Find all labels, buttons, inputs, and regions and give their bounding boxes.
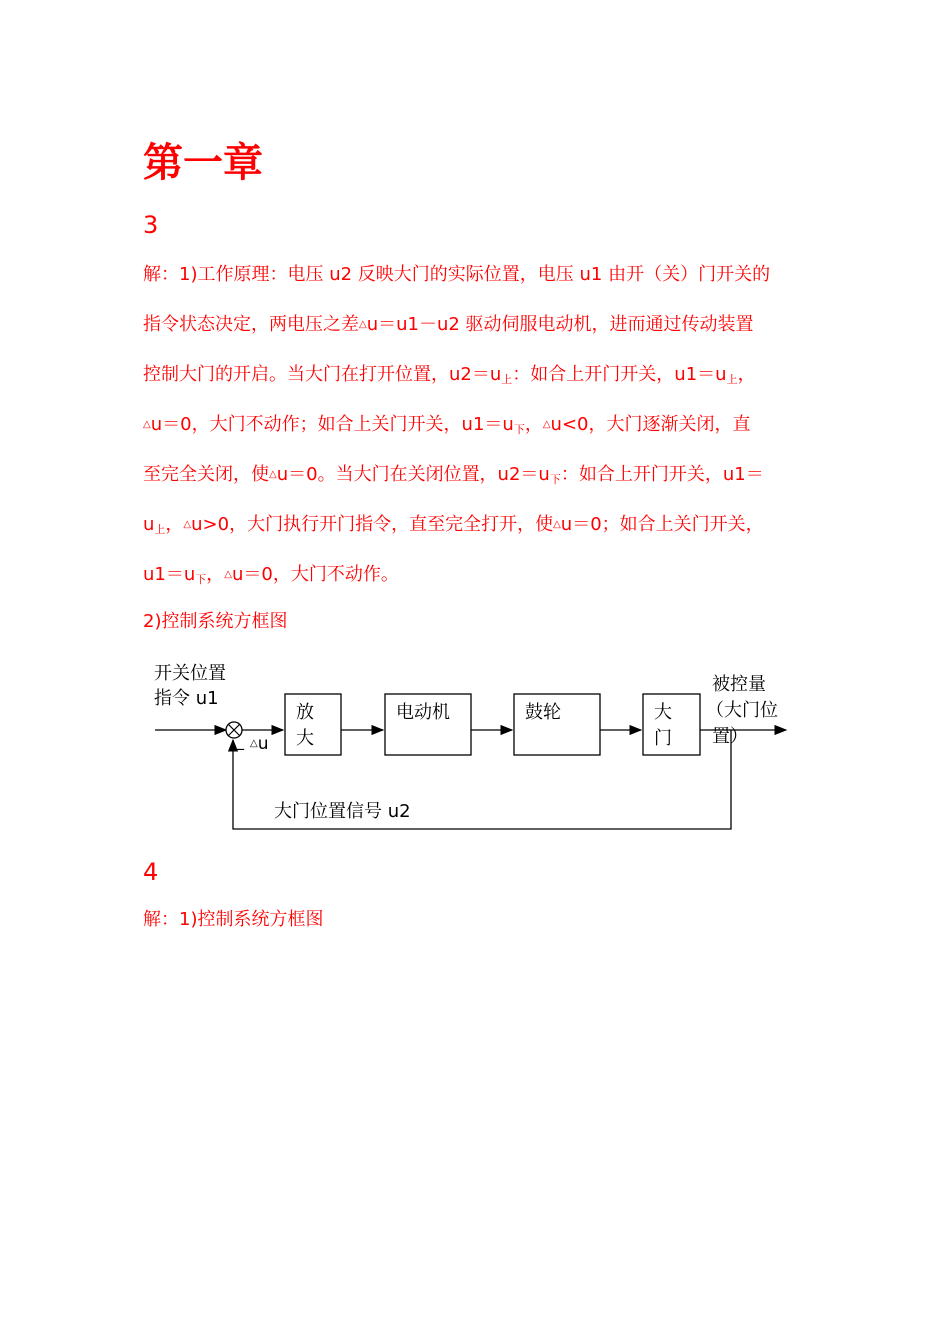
answer-text: u1＝u [143, 564, 196, 585]
answer-text: u＝0；如合上关门开关， [560, 514, 764, 535]
subscript: 上 [154, 523, 166, 536]
control-block-diagram [140, 655, 810, 840]
delta-symbol: △ [542, 419, 551, 430]
amplifier-label-1: 放 [296, 702, 314, 723]
delta-symbol: △ [143, 419, 151, 430]
motor-label: 电动机 [396, 702, 450, 723]
delta-symbol: △ [553, 519, 561, 530]
output-label-line-1: 被控量 [712, 674, 766, 695]
amplifier-label-2: 大 [296, 728, 314, 749]
input-label-line-1: 开关位置 [154, 663, 226, 684]
subscript: 下 [549, 473, 561, 486]
output-label-line-3: 置） [712, 726, 748, 747]
answer-text: u＝0。当大门在关闭位置，u2＝u [276, 464, 550, 485]
question-3-answer [143, 250, 813, 600]
error-label-text [250, 734, 268, 754]
answer-text: ， [737, 364, 756, 385]
delta-symbol: △ [250, 738, 258, 749]
output-label-line-2: （大门位 [706, 700, 778, 721]
answer-text: 指令状态决定，两电压之差 [143, 314, 359, 335]
answer-text: u>0，大门执行开门指令，直至完全打开，使 [191, 514, 554, 535]
answer-line-7 [143, 550, 813, 600]
drum-label: 鼓轮 [525, 702, 561, 723]
subscript: 上 [501, 373, 513, 386]
feedback-label: 大门位置信号 u2 [274, 801, 411, 822]
answer-line-5 [143, 450, 813, 500]
answer-text: u<0，大门逐渐关闭，直 [550, 414, 751, 435]
door-label-1: 大 [654, 702, 672, 723]
answer-text: 至完全关闭，使 [143, 464, 269, 485]
question-3-number: 3 [143, 211, 159, 239]
answer-line-1 [143, 250, 813, 300]
answer-text: ， [524, 414, 543, 435]
minus-sign: _ [236, 731, 244, 750]
delta-symbol: △ [224, 569, 232, 580]
block-diagram-heading: 2)控制系统方框图 [143, 611, 288, 632]
answer-line-4 [143, 400, 813, 450]
delta-symbol: △ [359, 319, 367, 330]
chapter-title: 第一章 [143, 140, 263, 186]
answer-text: ：如合上开门开关，u1＝u [512, 364, 727, 385]
error-label [250, 731, 268, 757]
door-label-2: 门 [654, 728, 672, 749]
answer-text: ， [165, 514, 184, 535]
answer-text: 控制大门的开启。当大门在打开位置，u2＝u [143, 364, 502, 385]
answer-text: u＝u1－u2 驱动伺服电动机，进而通过传动装置 [366, 314, 754, 335]
answer-text: u＝0，大门不动作。 [231, 564, 399, 585]
answer-line-6 [143, 500, 813, 550]
answer-text: u [143, 514, 155, 535]
question-4-number: 4 [143, 858, 159, 886]
answer-text: ， [206, 564, 225, 585]
answer-text: ：如合上开门开关，u1＝ [560, 464, 764, 485]
answer-line-3 [143, 350, 813, 400]
input-label-line-2: 指令 u1 [154, 688, 219, 709]
delta-symbol: △ [183, 519, 192, 530]
answer-line-2 [143, 300, 813, 350]
delta-symbol: △ [269, 469, 277, 480]
answer-text: 解：1)工作原理：电压 u2 反映大门的实际位置，电压 u1 由开（关）门开关的 [143, 264, 771, 285]
subscript: 下 [513, 423, 525, 436]
question-4-answer: 解：1)控制系统方框图 [143, 909, 324, 930]
answer-text: u＝0，大门不动作；如合上关门开关，u1＝u [150, 414, 514, 435]
subscript: 上 [726, 373, 738, 386]
error-label-variable: u [257, 734, 269, 754]
subscript: 下 [195, 573, 207, 586]
